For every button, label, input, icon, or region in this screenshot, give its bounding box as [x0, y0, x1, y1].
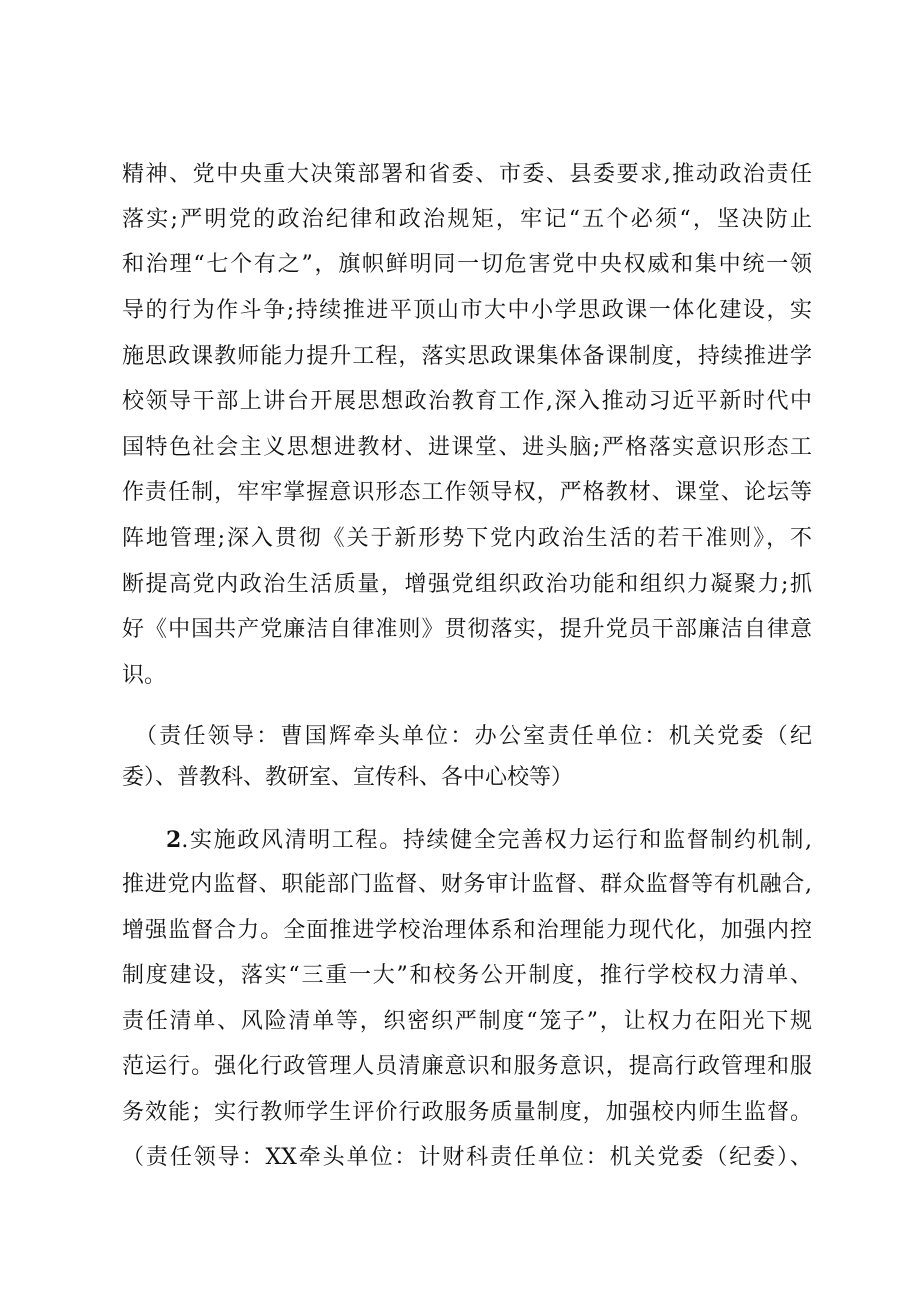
section-number: 2 — [166, 827, 182, 853]
text-line: 责任清单、风险清单等，织密织严制度“笼子”，让权力在阳光下规 — [122, 1009, 812, 1034]
text-line: 校领导干部上讲台开展思想政治教育工作,深入推动习近平新时代中 — [122, 389, 812, 414]
text-line: 落实;严明党的政治纪律和政治规矩，牢记“五个必须“，坚决防止 — [122, 207, 812, 232]
text-line: 作责任制，牢牢掌握意识形态工作领导权，严格教材、课堂、论坛等 — [122, 480, 812, 505]
text-line: 委）、普教科、教研室、宣传科、各中心校等） — [122, 765, 574, 790]
text-line: 阵地管理;深入贯彻《关于新形势下党内政治生活的若干准则》，不 — [122, 526, 812, 551]
text-line: 增强监督合力。全面推进学校治理体系和治理能力现代化，加强内控 — [122, 918, 812, 943]
text-line: 制度建设，落实“三重一大”和校务公开制度，推行学校权力清单、 — [122, 963, 812, 988]
text-line: 和治理“七个有之”，旗帜鲜明同一切危害党中央权威和集中统一领 — [122, 252, 812, 277]
text-line: 务效能；实行教师学生评价行政服务质量制度，加强校内师生监督。 — [122, 1100, 812, 1125]
section-heading-text: .实施政风清明工程。持续健全完善权力运行和监督制约机制, — [181, 828, 812, 853]
text-line: 导的行为作斗争;持续推进平顶山市大中小学思政课一体化建设，实 — [122, 298, 812, 323]
text-line: （责任领导：XX牵头单位：计财科责任单位：机关党委（纪委）、 — [122, 1145, 812, 1170]
text-line: 施思政课教师能力提升工程，落实思政课集体备课制度，持续推进学 — [122, 344, 812, 369]
text-line: 断提高党内政治生活质量，增强党组织政治功能和组织力凝聚力;抓 — [122, 572, 812, 597]
text-line: 好《中国共产党廉洁自律准则》贯彻落实，提升党员干部廉洁自律意 — [122, 617, 812, 642]
text-line: （责任领导：曹国辉牵头单位：办公室责任单位：机关党委（纪 — [135, 724, 812, 749]
text-line: 识。 — [122, 663, 167, 688]
text-line: 国特色社会主义思想进教材、进课堂、进头脑;严格落实意识形态工 — [122, 435, 812, 460]
text-line: 精神、党中央重大决策部署和省委、市委、县委要求,推动政治责任 — [122, 162, 812, 187]
text-line: 范运行。强化行政管理人员清廉意识和服务意识，提高行政管理和服 — [122, 1054, 812, 1079]
text-line: 推进党内监督、职能部门监督、财务审计监督、群众监督等有机融合, — [122, 872, 812, 897]
text-line-first — [166, 825, 812, 856]
